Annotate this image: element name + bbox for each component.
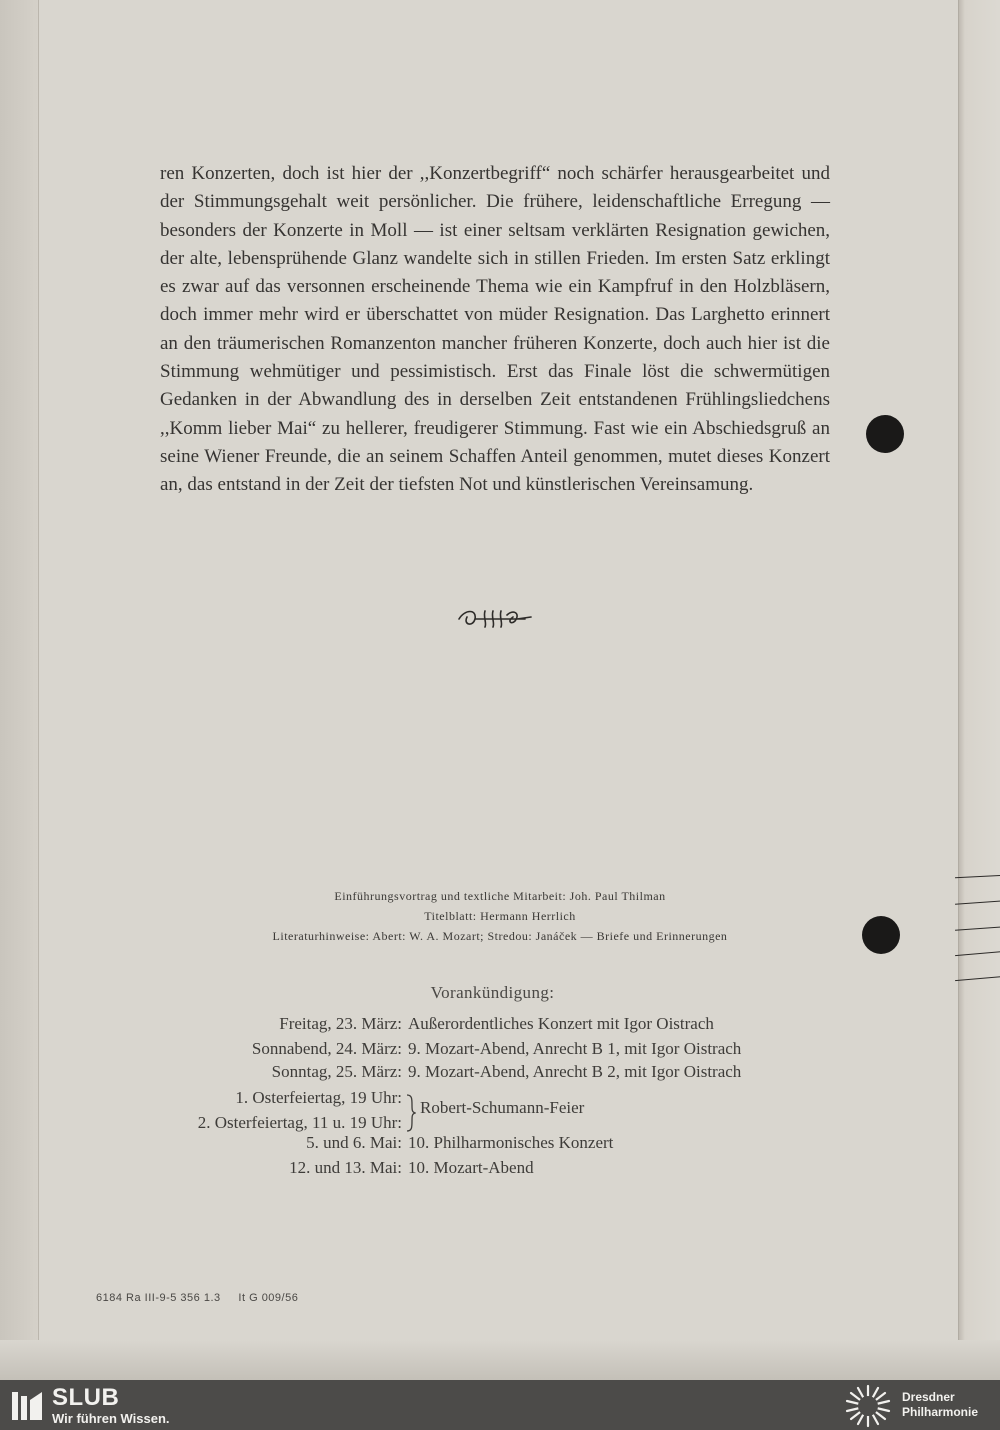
- body-paragraph: ren Konzerten, doch ist hier der ,,Konzertbegriff“ noch schärfer herausgearbeitet und der Stimmungsgehalt weit persönlicher. Die frühere, leidenschaftliche Erregung — besonders der Konzerte in Moll — ist einer seltsam verklärten Resignation gewichen, der alte, lebensprühende Glanz wandelte sich in stillen Frieden. Im ersten Satz erklingt es zwar auf das versonnen erscheinende Thema wie ein Kampfruf in den Holzbläsern, doch immer mehr wird er überschattet von müder Resignation. Das Larghetto erinnert an den träumerischen Romanzenton mancher früheren Konzerte, doch auch hier ist die Stimmung wehmütiger und pessimistisch. Erst das Finale löst die schwermütigen Gedanken in der Abwandlung des in derselben Zeit entstandenen Frühlingsliedchens ,,Komm lieber Mai“ zu hellerer, freudigerer Stimmung. Fast wie ein Abschiedsgruß an seine Wiener Freunde, die an seinem Schaffen Anteil genommen, mutet dieses Konzert an, das entstand in der Zeit der tiefsten Not und künstlerischen Vereinsamung.: [160, 163, 830, 496]
- curly-brace-icon: [404, 1093, 416, 1133]
- slub-logo-icon[interactable]: [10, 1386, 44, 1424]
- event-date: 12. und 13. Mai:: [289, 1158, 402, 1177]
- announcement-title: Vorankündigung:: [430, 983, 555, 1002]
- event-description: 10. Mozart-Abend: [408, 1158, 534, 1177]
- left-page-fold: [0, 0, 39, 1380]
- event-date: Sonnabend, 24. März:: [251, 1039, 402, 1058]
- dresdner-philharmonie-logo-icon[interactable]: [842, 1383, 894, 1429]
- event-description: 9. Mozart-Abend, Anrecht B 1, mit Igor Oistrach: [408, 1039, 742, 1058]
- punch-hole: [866, 415, 904, 453]
- punch-hole: [862, 916, 900, 954]
- partner-name-line1[interactable]: Dresdner: [902, 1390, 955, 1404]
- ornament-flourish-icon: [455, 603, 535, 631]
- event-description: Außerordentliches Konzert mit Igor Oistrach: [408, 1014, 714, 1033]
- print-code: 6184 Ra III-9-5 356 1.3 It G 009/56: [96, 1292, 299, 1304]
- event-date: Freitag, 23. März:: [279, 1014, 402, 1033]
- event-description: 9. Mozart-Abend, Anrecht B 2, mit Igor Oistrach: [408, 1062, 742, 1081]
- library-tagline: Wir führen Wissen.: [52, 1411, 170, 1426]
- credits-line: Einführungsvortrag und textliche Mitarbeit: Joh. Paul Thilman: [334, 889, 666, 903]
- library-name[interactable]: SLUB: [52, 1384, 120, 1411]
- page-bottom-shadow: [0, 1340, 1000, 1380]
- event-date: 5. und 6. Mai:: [306, 1133, 402, 1152]
- footer-bar: [0, 1380, 1000, 1430]
- credits-line: Titelblatt: Hermann Herrlich: [424, 909, 576, 923]
- partner-name-line2[interactable]: Philharmonie: [902, 1405, 979, 1419]
- event-description: 10. Philharmonisches Konzert: [408, 1133, 614, 1152]
- grouped-event-description: Robert-Schumann-Feier: [420, 1098, 585, 1117]
- event-date: 2. Osterfeiertag, 11 u. 19 Uhr:: [197, 1113, 402, 1132]
- credits-block: [160, 886, 840, 946]
- credits-line: Literaturhinweise: Abert: W. A. Mozart; Stredou: Janáček — Briefe und Erinnerungen: [272, 929, 728, 943]
- event-date: Sonntag, 25. März:: [271, 1062, 402, 1081]
- right-page-edge: [958, 0, 1000, 1380]
- event-date: 1. Osterfeiertag, 19 Uhr:: [235, 1088, 402, 1107]
